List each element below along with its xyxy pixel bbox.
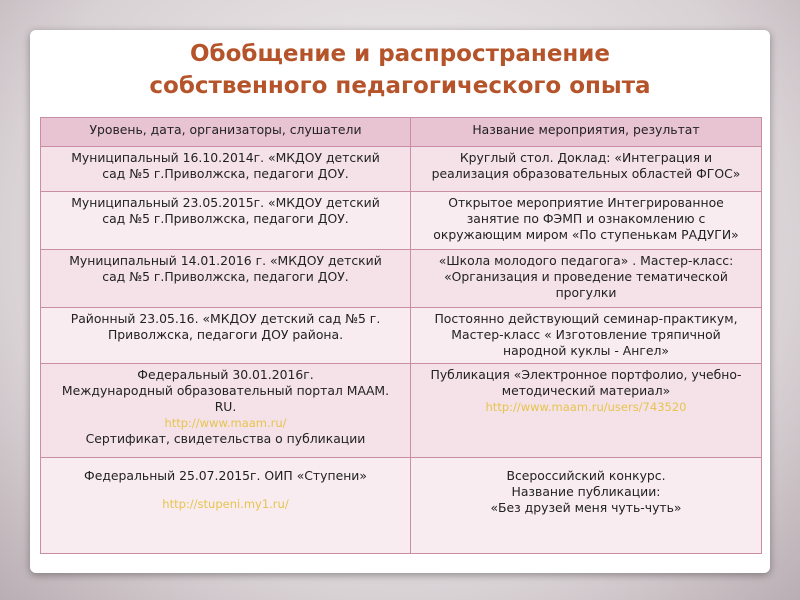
title-line-1: Обобщение и распространение	[189, 41, 611, 67]
experience-table	[40, 117, 762, 554]
cell-level	[41, 308, 411, 364]
table-row	[41, 250, 762, 308]
table-row	[41, 192, 762, 250]
cell-line: «Без друзей меня чуть-чуть»	[490, 500, 682, 515]
header-event: Название мероприятия, результат	[411, 118, 762, 147]
cell-line: «Организация и проведение тематической	[444, 269, 728, 284]
cell-event	[411, 192, 762, 250]
cell-event	[411, 250, 762, 308]
cell-line: Муниципальный 16.10.2014г. «МКДОУ детский	[71, 150, 380, 165]
cell-line: Постоянно действующий семинар-практикум,	[434, 311, 738, 326]
cell-line: «Школа молодого педагога» . Мастер-класс:	[438, 253, 734, 268]
cell-line: Приволжска, педагоги ДОУ района.	[107, 327, 344, 342]
table-header-row	[41, 118, 762, 147]
table-row	[41, 458, 762, 554]
cell-line: Круглый стол. Доклад: «Интеграция и	[459, 150, 713, 165]
cell-line: Публикация «Электронное портфолио, учебно-	[430, 367, 742, 382]
cell-level	[41, 458, 411, 554]
cell-line: сад №5 г.Приволжска, педагоги ДОУ.	[102, 269, 349, 284]
maam-user-link[interactable]: http://www.maam.ru/users/743520	[485, 400, 687, 414]
cell-line: Мастер-класс « Изготовление тряпичной	[451, 327, 721, 342]
cell-line: Районный 23.05.16. «МКДОУ детский сад №5 г.	[70, 311, 381, 326]
cell-level	[41, 147, 411, 192]
cell-level	[41, 192, 411, 250]
slide	[30, 30, 770, 573]
maam-link[interactable]: http://www.maam.ru/	[164, 416, 287, 430]
cell-line: Название публикации:	[511, 484, 661, 499]
page-title	[30, 38, 770, 102]
table-row	[41, 308, 762, 364]
cell-line: сад №5 г.Приволжска, педагоги ДОУ.	[102, 211, 349, 226]
cell-event	[411, 308, 762, 364]
cell-line: методический материал»	[501, 383, 671, 398]
cell-line: Муниципальный 23.05.2015г. «МКДОУ детский	[71, 195, 380, 210]
cell-level	[41, 364, 411, 458]
cell-line: Федеральный 25.07.2015г. ОИП «Ступени»	[84, 468, 367, 483]
cell-event	[411, 147, 762, 192]
cell-line: сад №5 г.Приволжска, педагоги ДОУ.	[102, 166, 349, 181]
header-level: Уровень, дата, организаторы, слушатели	[41, 118, 411, 147]
cell-event	[411, 364, 762, 458]
cell-level	[41, 250, 411, 308]
cell-line: Сертификат, свидетельства о публикации	[85, 431, 366, 446]
cell-line: Открытое мероприятие Интегрированное	[448, 195, 724, 210]
cell-line: Международный образовательный портал МААМ.	[61, 383, 390, 398]
cell-line: RU.	[214, 399, 237, 414]
cell-line: Всероссийский конкурс.	[506, 468, 666, 483]
table-row	[41, 147, 762, 192]
cell-line: занятие по ФЭМП и ознакомлению с	[466, 211, 706, 226]
title-line-2: собственного педагогического опыта	[149, 73, 651, 99]
cell-line: народной куклы - Ангел»	[503, 343, 669, 358]
stupeni-link[interactable]: http://stupeni.my1.ru/	[162, 497, 289, 511]
cell-line: окружающим миром «По ступенькам РАДУГИ»	[433, 227, 739, 242]
cell-line: Федеральный 30.01.2016г.	[137, 367, 314, 382]
cell-line: реализация образовательных областей ФГОС»	[431, 166, 741, 181]
cell-event	[411, 458, 762, 554]
table-row	[41, 364, 762, 458]
cell-line: прогулки	[555, 285, 617, 300]
cell-line: Муниципальный 14.01.2016 г. «МКДОУ детский	[69, 253, 382, 268]
